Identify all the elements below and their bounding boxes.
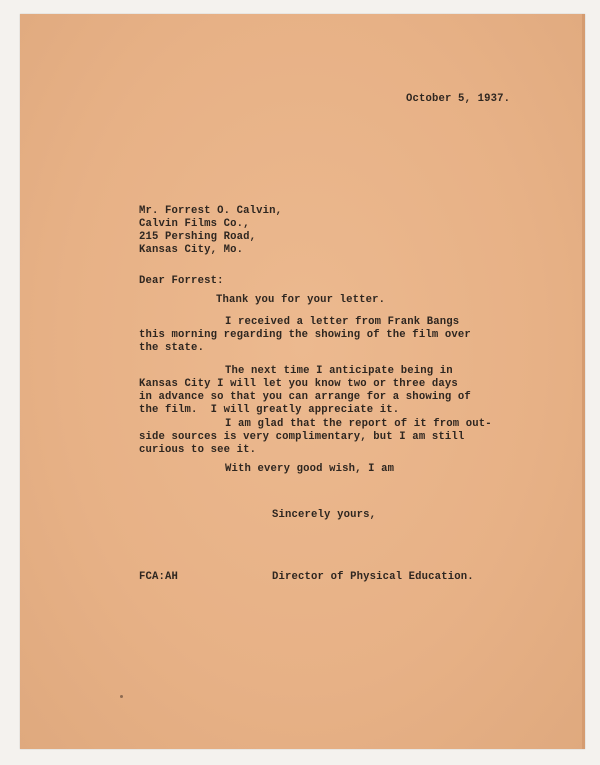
address-line-1: Mr. Forrest O. Calvin, <box>139 205 283 217</box>
typist-initials: FCA:AH <box>139 571 179 583</box>
paper-edge <box>582 14 585 749</box>
address-line-3: 215 Pershing Road, <box>139 231 257 243</box>
letter-date: October 5, 1937. <box>406 93 511 105</box>
paragraph-3-line-4: the film. I will greatly appreciate it. <box>139 404 400 416</box>
paragraph-2-line-1: I received a letter from Frank Bangs <box>225 316 460 328</box>
paragraph-2-line-3: the state. <box>139 342 205 354</box>
paragraph-3-line-3: in advance so that you can arrange for a showing of <box>139 391 471 403</box>
paper-speck <box>120 695 123 698</box>
paragraph-3-line-2: Kansas City I will let you know two or three days <box>139 378 458 390</box>
paragraph-2-line-2: this morning regarding the showing of the film over <box>139 329 471 341</box>
paragraph-3-line-1: The next time I anticipate being in <box>225 365 453 377</box>
signature-title: Director of Physical Education. <box>272 571 474 583</box>
paragraph-4-line-3: curious to see it. <box>139 444 257 456</box>
salutation: Dear Forrest: <box>139 275 224 287</box>
address-line-2: Calvin Films Co., <box>139 218 250 230</box>
paragraph-4-line-1: I am glad that the report of it from out- <box>225 418 492 430</box>
paragraph-1-line-1: Thank you for your letter. <box>216 294 386 306</box>
closing: Sincerely yours, <box>272 509 377 521</box>
paragraph-4-line-2: side sources is very complimentary, but I am still <box>139 431 465 443</box>
paragraph-5-line-1: With every good wish, I am <box>225 463 395 475</box>
address-line-4: Kansas City, Mo. <box>139 244 244 256</box>
